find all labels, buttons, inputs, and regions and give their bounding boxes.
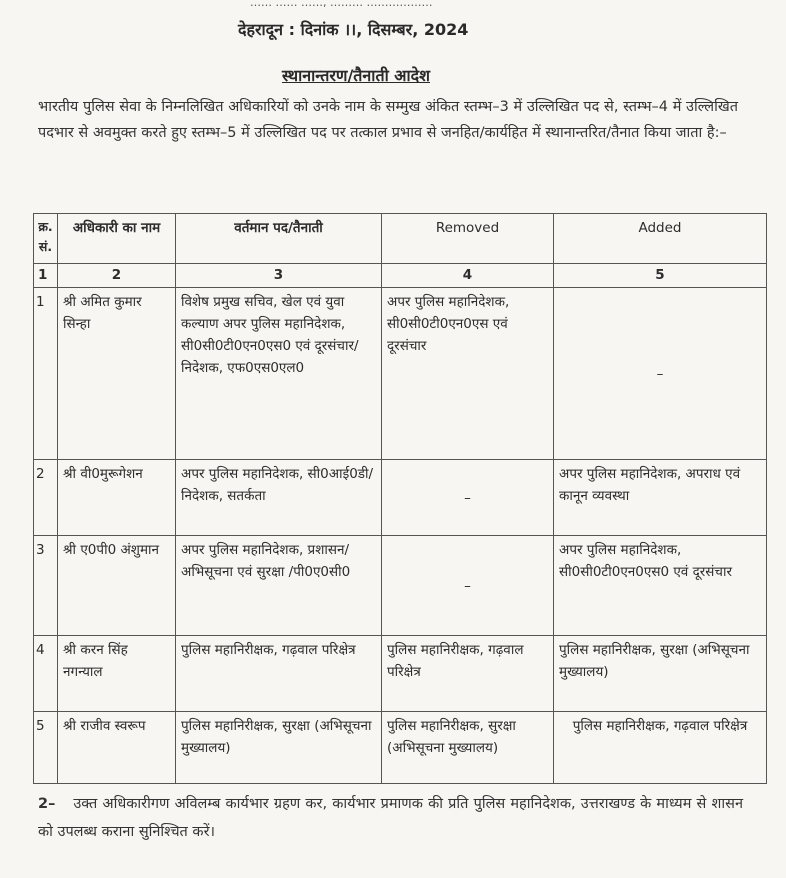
row-serial: 2: [34, 460, 58, 536]
row-removed: पुलिस महानिरीक्षक, गढ़वाल परिक्षेत्र: [382, 636, 554, 712]
row-added: अपर पुलिस महानिदेशक, अपराध एवं कानून व्यवस्था: [554, 460, 767, 536]
row-removed: अपर पुलिस महानिदेशक, सी0सी0टी0एन0एस एवं दूरसंचार: [382, 288, 554, 460]
row-added: पुलिस महानिरीक्षक, सुरक्षा (अभिसूचना मुख्यालय): [554, 636, 767, 712]
row-removed: पुलिस महानिरीक्षक, सुरक्षा (अभिसूचना मुख्यालय): [382, 712, 554, 784]
cut-off-header-text: …… …… ……, ……… ………………: [250, 0, 433, 9]
row-added: –: [554, 288, 767, 460]
row-added: अपर पुलिस महानिदेशक, सी0सी0टी0एन0एस0 एवं दूरसंचार: [554, 536, 767, 636]
table-row: [34, 460, 767, 536]
table-row: [34, 712, 767, 784]
row-officer-name: श्री करन सिंह नगन्याल: [58, 636, 176, 712]
row-current-post: पुलिस महानिरीक्षक, गढ़वाल परिक्षेत्र: [176, 636, 382, 712]
row-current-post: विशेष प्रमुख सचिव, खेल एवं युवा कल्याण अपर पुलिस महानिदेशक, सी0सी0टी0एन0एस0 एवं दूरसंचार/ निदेशक, एफ0एस0एल0: [176, 288, 382, 460]
table-row: [34, 636, 767, 712]
row-serial: 1: [34, 288, 58, 460]
header-serial: क्र. सं.: [34, 214, 58, 264]
footer-number: 2–: [38, 796, 56, 812]
header-removed: Removed: [382, 214, 554, 264]
row-serial: 5: [34, 712, 58, 784]
row-current-post: अपर पुलिस महानिदेशक, प्रशासन/अभिसूचना एवं सुरक्षा /पी0ए0सी0: [176, 536, 382, 636]
header-added: Added: [554, 214, 767, 264]
row-serial: 4: [34, 636, 58, 712]
column-number: 5: [554, 264, 767, 288]
header-officer-name: अधिकारी का नाम: [58, 214, 176, 264]
column-number: 2: [58, 264, 176, 288]
transfer-table: [33, 213, 767, 784]
row-serial: 3: [34, 536, 58, 636]
row-officer-name: श्री ए0पी0 अंशुमान: [58, 536, 176, 636]
table-row: [34, 288, 767, 460]
place-date-line: देहरादून : दिनांक ।।, दिसम्बर, 2024: [238, 20, 469, 39]
footer-instruction: [38, 790, 743, 846]
column-number: 3: [176, 264, 382, 288]
row-removed: –: [382, 460, 554, 536]
row-added: पुलिस महानिरीक्षक, गढ़वाल परिक्षेत्र: [554, 712, 767, 784]
order-title: स्थानान्तरण/तैनाती आदेश: [282, 66, 431, 85]
column-number: 4: [382, 264, 554, 288]
row-removed: –: [382, 536, 554, 636]
row-officer-name: श्री राजीव स्वरूप: [58, 712, 176, 784]
row-officer-name: श्री वी0मुरूगेशन: [58, 460, 176, 536]
intro-paragraph: भारतीय पुलिस सेवा के निम्नलिखित अधिकारियों को उनके नाम के सम्मुख अंकित स्तम्भ–3 में उल्लिखित पद से, स्तम्भ–4 में उल्लिखित पदभार से अवमुक्त करते हुए स्तम्भ–5 में उल्लिखित पद पर तत्काल प्रभाव से जनहित/कार्यहित में स्थानान्तरित/तैनात किया जाता है:–: [38, 99, 738, 141]
row-current-post: पुलिस महानिरीक्षक, सुरक्षा (अभिसूचना मुख्यालय): [176, 712, 382, 784]
header-current-post: वर्तमान पद/तैनाती: [176, 214, 382, 264]
footer-text: उक्त अधिकारीगण अविलम्ब कार्यभार ग्रहण कर, कार्यभार प्रमाणक की प्रति पुलिस महानिदेशक, उत्तराखण्ड के माध्यम से शासन को उपलब्ध कराना सुनिश्चित करें।: [38, 796, 743, 840]
row-officer-name: श्री अमित कुमार सिन्हा: [58, 288, 176, 460]
row-current-post: अपर पुलिस महानिदेशक, सी0आई0डी/निदेशक, सतर्कता: [176, 460, 382, 536]
table-row: [34, 536, 767, 636]
column-number: 1: [34, 264, 58, 288]
